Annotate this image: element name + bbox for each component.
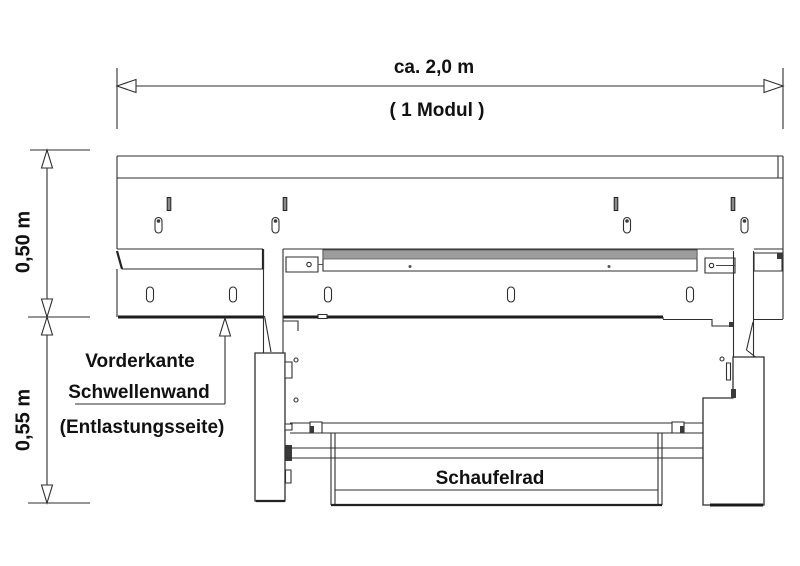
lower-height-label: 0,55 m: [12, 388, 35, 452]
module-top-band: [117, 156, 783, 319]
channel-left-edge: [117, 251, 122, 269]
schaufelrad-label: Schaufelrad: [435, 468, 545, 489]
oval-slot-holes: [155, 218, 748, 234]
right-end-plate: [754, 253, 783, 271]
right-support-block: [703, 357, 764, 505]
note-line-1: Vorderkante: [85, 351, 195, 372]
slot-hole: [167, 198, 171, 211]
upper-height-label: 0,50 m: [12, 210, 35, 274]
right-clamp: [672, 422, 684, 433]
note-line-3: (Entlastungsseite): [59, 417, 225, 438]
rail-bottom-edge: [118, 315, 783, 332]
left-bracket: [286, 257, 323, 272]
scraper-bar: [323, 250, 697, 271]
arrow-down-icon: [42, 299, 53, 317]
slot-hole: [283, 198, 287, 211]
arrow-up-icon: [42, 317, 53, 335]
left-support-block: [255, 353, 298, 501]
module-body-panel: [117, 198, 783, 250]
left-clamp: [310, 422, 322, 433]
leader-arrow-up-icon: [220, 318, 231, 336]
arrow-down-icon: [42, 485, 53, 503]
height-dimensions: [12, 150, 90, 503]
schaufelrad-housing: [331, 433, 662, 505]
slot-hole: [731, 198, 735, 211]
note-line-2: Schwellenwand: [68, 382, 210, 403]
leader-note: [60, 318, 231, 438]
rail-oval-holes: [147, 287, 694, 302]
cross-beams: [287, 422, 703, 458]
arrow-right-icon: [764, 80, 783, 93]
arrow-left-icon: [117, 80, 136, 93]
arrow-up-icon: [42, 150, 53, 168]
right-bracket: [705, 258, 735, 273]
left-hook: [283, 321, 298, 331]
mounting-rail: [117, 249, 783, 331]
width-dimension-label: ca. 2,0 m: [393, 57, 475, 78]
height-tick-lines: [28, 150, 90, 503]
slot-hole: [614, 198, 618, 211]
module-assembly: [117, 156, 783, 505]
left-post: [264, 249, 284, 353]
module-count-label: ( 1 Modul ): [389, 100, 485, 121]
width-dimension: [117, 57, 783, 129]
